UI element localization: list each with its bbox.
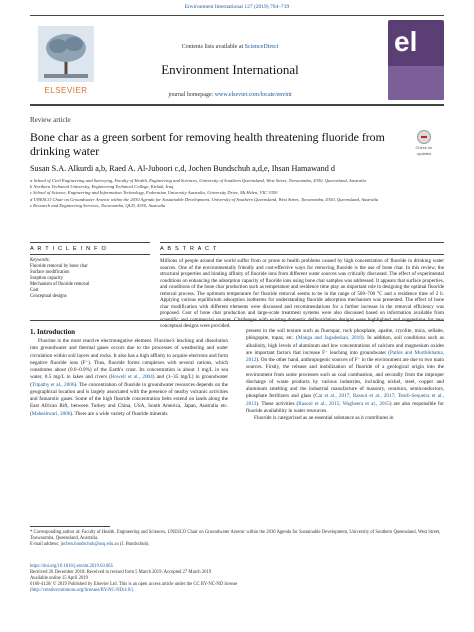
corresponding-author-footnote: [30, 530, 444, 549]
body-paragraph: Fluoride is categorized as an essential substance as it contributes in: [254, 415, 394, 421]
elsevier-tree-logo: [38, 26, 94, 82]
keyword: Conceptual designs: [30, 294, 67, 299]
article-info-rule: [30, 242, 150, 243]
received-dates: Received 20 December 2018; Received in revised form 5 March 2019; Accepted 27 March 2019: [30, 570, 212, 576]
email-suffix: (J. Bundschuh).: [119, 542, 150, 548]
section-heading-introduction: 1. Introduction: [30, 328, 75, 336]
journal-title: Environment International: [161, 62, 299, 77]
body-column-left: [30, 338, 228, 418]
publisher-name: ELSEVIER: [44, 86, 88, 95]
article-type: Review article: [30, 116, 71, 124]
article-info-heading: A R T I C L E I N F O: [30, 246, 108, 252]
contents-line: [110, 44, 350, 50]
affiliations: [30, 178, 444, 209]
citation-link[interactable]: Maheshwari, 2006: [31, 410, 71, 417]
citation-link[interactable]: Pathis and Murthikhatna, 2012: [246, 349, 444, 363]
email-line: [30, 542, 444, 548]
license-text: 0160-4120/ © 2019 Published by Elsevier Ltd. This is an open access article under the CC BY-NC-ND license: [30, 582, 238, 588]
article-metadata: [30, 564, 444, 594]
available-online: Available online 15 April 2019: [30, 576, 88, 582]
journal-cover-image: [388, 20, 444, 100]
body-column-right: [246, 328, 444, 422]
running-head[interactable]: Environment International 127 (2019) 704–719: [184, 4, 290, 10]
cover-mark: el: [394, 26, 418, 57]
license-link[interactable]: (http://creativecommons.org/licenses/BY-NC-ND/4.0/).: [30, 588, 135, 594]
keywords-title: Keywords:: [30, 258, 51, 263]
sciencedirect-link[interactable]: ScienceDirect: [244, 44, 279, 50]
email-link[interactable]: jochen.bundschuh@usq.edu.au: [60, 542, 119, 548]
citation-link[interactable]: Cai et al., 2017; Rasool et al., 2017; Teutli-Sequeira et al., 2013: [246, 393, 444, 407]
affiliation: c School of Science, Engineering and Information Technology, Federation University Australia, University Drive, Mt Helen, VIC 3350: [30, 190, 278, 196]
affiliation: b Northern Technical University, Engineering Technical College, Kirkuk, Iraq: [30, 184, 174, 190]
article-title: Bone char as a green sorbent for removing health threatening fluoride from drinking water: [30, 130, 385, 158]
body-paragraph: present in the soil texture such as fluorspar, rock phosphate, apatite, cryolite, mica, sellaite, phlogopite, topaz, etc. (Manga and Jagadeshan, 2018). In addition, soil conditions such as alkalinity, high levels of aluminum and low concentrations of calcium and magnesium oxides are important factors that increase F⁻ leaching into groundwater (Pathis and Murthikhatna, 2012). On the other hand, anthropogenic sources of F⁻ in the environment are due to two main sources. Firstly, the release and mobilization of fluoride of a geological origin into the environment from some processes such as coal combustion, and secondly from the improper discharge of waste products by various industries, including nickel, steel, copper and aluminum smelting and the industrial manufacture of masonry, ceramics, semiconductors, phosphate fertilizers and glass (Cai et al., 2017; Rasool et al., 2017; Teutli-Sequeira et al., 2013). These activities (Rasool et al., 2015; Wagheera et al., 2015) are also responsible for fluoride availability in water resources.: [246, 328, 444, 414]
citation-link[interactable]: Rasool et al., 2015; Wagheera et al., 2015: [298, 400, 390, 407]
journal-homepage: [110, 92, 350, 98]
citation-link[interactable]: Tripathy et al., 2006: [31, 381, 75, 388]
doi-link[interactable]: https://doi.org/10.1016/j.envint.2019.03.065: [30, 564, 113, 569]
footnote-rule: [30, 526, 110, 527]
abstract-bottom-rule: [30, 320, 444, 321]
header-rule-thick: [30, 104, 444, 106]
body-paragraph: Fluorine is the most reactive electronegative element. Fluorine's leaching and dissolution into groundwater and thermal gases occurs due to the processes of weathering and water circulation within soil layers and rocks. It also has a high affinity to acquire electrons and form negative fluoride ions (F⁻). Thus, fluoride forms complexes with several cations, which constitutes about (0.6–0.9%) of the Earth's crust. Its concentration is about 1 mg/L in sea water, 0.5 mg/L in lakes and rivers (Rowell et al., 2004) and (1–35 mg/L) in groundwater (Tripathy et al., 2006). The concentration of fluoride in groundwater resources depends on the geographical location and is largely associated with the presence of nearby volcanic activities and fumarolic gases. Some of the high fluoride concentration belts extend on lands along the East African Rift, between Turkey and China, USA, South America, Japan, Australia etc. (Maheshwari, 2006). There are a wide variety of fluoride minerals: [30, 338, 228, 417]
abstract-heading: A B S T R A C T: [160, 246, 218, 252]
crossmark-line2: updates: [416, 151, 432, 156]
keywords-block: [30, 258, 150, 300]
article-info-subrule: [30, 254, 150, 255]
crossmark-line1: Check for: [415, 145, 433, 150]
author-list[interactable]: Susan S.A. Alkurdi a,b, Raed A. Al-Juboori c,d, Jochen Bundschuh a,d,e, Ihsan Hamawand d: [30, 164, 335, 173]
check-for-updates-button[interactable]: [404, 130, 444, 158]
keyword: Surface modification: [30, 270, 70, 275]
affiliation: e Research and Engineering Services, Toowoomba, QLD, 4350, Australia: [30, 202, 166, 208]
crossmark-icon: [417, 130, 431, 144]
homepage-link[interactable]: www.elsevier.com/locate/envint: [214, 92, 292, 98]
homepage-prefix: journal homepage:: [168, 92, 214, 98]
citation-link[interactable]: Rowell et al., 2004: [110, 374, 153, 381]
keyword: Mechanism of fluoride removal: [30, 282, 90, 287]
keyword: Fluoride removal by bone char: [30, 264, 88, 269]
abstract-text: Millions of people around the world suffer from or prone to health problems caused by high concentration of fluoride in drinking water sources. One of the environmentally friendly and cost-effective ways for removing fluoride is the use of bone char. In this review, the structural properties and binding affinity of fluoride ions from different water sources was critically discussed. The effect of experimental conditions on enhancing the adsorption capacity of fluoride ions using bone char samples was addressed. It appears that surface properties, and conditions of the bone char production such as temperature and residence time play an important role in designing the optimal fluoride removal process. The optimum temperature for fluoride removal seems to be in the range of 500–700 °C and a residence time of 2 h. Applying various equilibrium adsorption isotherms for understanding fluoride adsorption mechanism was presented. The effect of bone char modification with different elements were discussed and recommendations for a further increase in the removal efficiency was proposed. Cost of bone char production and large-scale treatment systems were also discussed based on information available from scientific and commercial sources. Challenges with existing domestic defluoridation designs were highlighted and suggestions for new conceptual designs were provided.: [160, 258, 444, 330]
contents-prefix: Contents lists available at: [181, 44, 244, 50]
abstract-subrule: [160, 254, 444, 255]
header-rule-top: [30, 15, 444, 16]
keyword: Sorption capacity: [30, 276, 63, 281]
affiliation: d UNESCO Chair on Groundwater Arsenic within the 2030 Agenda for Sustainable Development, University of Southern Queensland, West Street, Toowoomba, 4350, Queensland, Australia: [30, 196, 379, 202]
abstract-rule: [160, 242, 444, 243]
email-prefix: E-mail address:: [30, 542, 60, 548]
cover-stripe: [388, 66, 444, 100]
citation-link[interactable]: Manga and Jagadeshan, 2018: [297, 335, 362, 342]
footnote-text: * Corresponding author at: Faculty of Health, Engineering and Sciences, UNESCO Chair on Groundwater Arsenic within the 2030 Agenda for Sustainable Development, University of Southern Queensland, West Street, Toowoomba, Queensland, Australia.: [30, 530, 441, 542]
affiliation: a School of Civil Engineering and Surveying, Faculty of Health, Engineering and Sciences, University of Southern Queensland, West Street, Toowoomba, 4350, Queensland, Australia: [30, 178, 366, 183]
keyword: Cost: [30, 288, 39, 293]
